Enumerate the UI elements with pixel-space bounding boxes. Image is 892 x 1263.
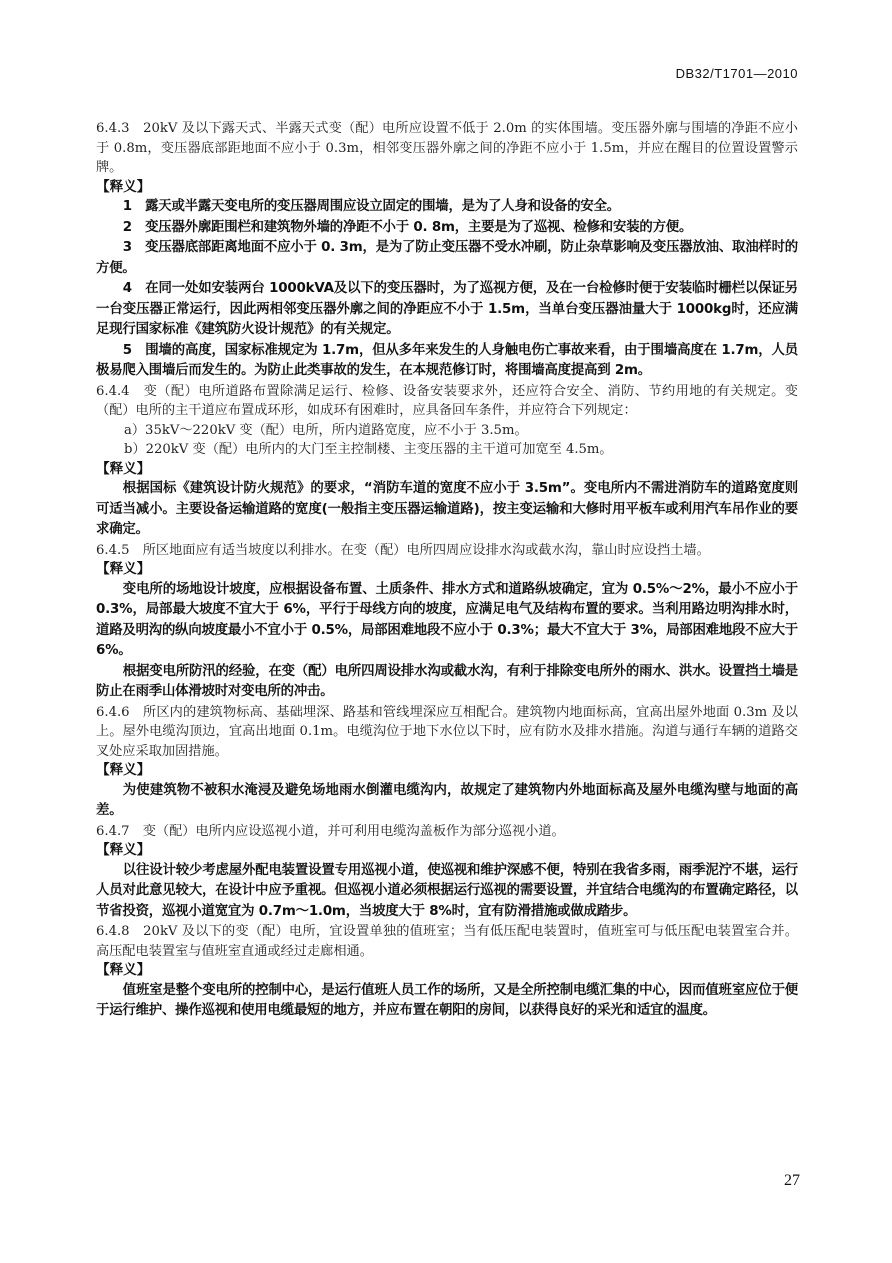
explanation-paragraph: 1 露天或半露天变电所的变压器周围应设立固定的围墙，是为了人身和设备的安全。 [122, 199, 620, 214]
interpretation-label: 【释义】 [96, 762, 151, 778]
interpretation-label: 【释义】 [96, 460, 151, 477]
document-code: DB32/T1701—2010 [675, 66, 798, 81]
clause-text: 6.4.5 所区地面应有适当坡度以利排水。在变（配）电所四周应设排水沟或截水沟，靠山时应设挡土墙。 [96, 542, 710, 558]
list-item: b）220kV 变（配）电所内的大门至主控制楼、主变压器的主干道可加宽至 4.5m。 [124, 442, 613, 457]
section-6-4-4 [96, 382, 798, 541]
list-item: a）35kV～220kV 变（配）电所，所内道路宽度，应不小于 3.5m。 [124, 422, 528, 438]
interpretation-label: 【释义】 [96, 561, 151, 577]
clause-text: 6.4.6 所区内的建筑物标高、基础埋深、路基和管线埋深应互相配合。建筑物内地面标高，宜高出屋外地面 0.3m 及以上。屋外电缆沟顶边，宜高出地面 0.1m。电缆沟位于地下水位以下时，应有防水及排水措施。沟道与通行车辆的道路交叉处应采取加固措施。 [96, 704, 798, 759]
page-content [96, 119, 798, 1022]
explanation-paragraph: 根据变电所防汛的经验，在变（配）电所四周设排水沟或截水沟，有利于排除变电所外的雨水、洪水。设置挡土墙是防止在雨季山体滑坡时对变电所的冲击。 [96, 663, 798, 699]
explanation-paragraph: 变电所的场地设计坡度，应根据设备布置、土质条件、排水方式和道路纵坡确定，宜为 0.5%～2%，最小不应小于 0.3%，局部最大坡度不宜大于 6%，平行于母线方向的坡度，应满足电气及结构布置的要求。当利用路边明沟排水时，道路及明沟的纵向坡度最小不宜小于 0.5%，局部困难地段不应小于 0.3%；最大不宜大于 3%，局部困难地段不应大于 6%。 [96, 581, 798, 658]
clause-text: 6.4.8 20kV 及以下的变（配）电所，宜设置单独的值班室；当有低压配电装置时，值班室可与低压配电装置室合并。高压配电装置室与值班室直通或经过走廊相通。 [96, 924, 798, 959]
section-6-4-7 [96, 822, 798, 923]
section-6-4-3 [96, 119, 798, 382]
section-6-4-8 [96, 922, 798, 1022]
explanation-paragraph: 4 在同一处如安装两台 1000kVA及以下的变压器时，为了巡视方便，及在一台检修时便于安装临时栅栏以保证另一台变压器正常运行，因此两相邻变压器外廓之间的净距应不小于 1.5m，当单台变压器油量大于 1000kg时，还应满足现行国家标准《建筑防火设计规范》的有关规定。 [96, 281, 798, 337]
interpretation-label: 【释义】 [96, 962, 151, 978]
clause-text: 6.4.7 变（配）电所内应设巡视小道，并可利用电缆沟盖板作为部分巡视小道。 [96, 823, 565, 839]
explanation-paragraph: 3 变压器底部距离地面不应小于 0. 3m，是为了防止变压器不受水冲刷，防止杂草影响及变压器放油、取油样时的方便。 [96, 240, 798, 276]
page-number: 27 [784, 1172, 800, 1189]
section-6-4-5 [96, 541, 798, 703]
clause-text: 6.4.4 变（配）电所道路布置除满足运行、检修、设备安装要求外，还应符合安全、消防、节约用地的有关规定。变（配）电所的主干道应布置成环形，如成环有困难时，应具备回车条件，并应符合下列规定： [96, 383, 798, 418]
explanation-paragraph: 以往设计较少考虑屋外配电装置设置专用巡视小道，使巡视和维护深感不便，特别在我省多雨，雨季泥泞不堪，运行人员对此意见较大，在设计中应予重视。但巡视小道必须根据运行巡视的需要设置，并宜结合电缆沟的布置确定路径，以节省投资，巡视小道宽宜为 0.7m～1.0m，当坡度大于 8%时，宜有防滑措施或做成踏步。 [96, 862, 798, 919]
explanation-paragraph: 5 围墙的高度，国家标准规定为 1.7m，但从多年来发生的人身触电伤亡事故来看，由于围墙高度在 1.7m，人员极易爬入围墙后而发生的。为防止此类事故的发生，在本规范修订时，将围墙高度提高到 2m。 [96, 342, 798, 378]
explanation-paragraph: 值班室是整个变电所的控制中心，是运行值班人员工作的场所，又是全所控制电缆汇集的中心，因而值班室应位于便于运行维护、操作巡视和使用电缆最短的地方，并应布置在朝阳的房间，以获得良好的采光和适宜的温度。 [96, 982, 798, 1018]
interpretation-label: 【释义】 [96, 178, 151, 195]
clause-text: 6.4.3 20kV 及以下露天式、半露天式变（配）电所应设置不低于 2.0m 的实体围墙。变压器外廓与围墙的净距不应小于 0.8m，变压器底部距地面不应小于 0.3m，相邻变压器外廓之间的净距不应小于 1.5m，并应在醒目的位置设置警示牌。 [96, 121, 798, 175]
explanation-paragraph: 2 变压器外廓距围栏和建筑物外墙的净距不小于 0. 8m，主要是为了巡视、检修和安装的方便。 [122, 219, 693, 235]
explanation-paragraph: 为使建筑物不被积水淹浸及避免场地雨水倒灌电缆沟内，故规定了建筑物内外地面标高及屋外电缆沟壁与地面的高差。 [96, 782, 798, 818]
explanation-paragraph: 根据国标《建筑设计防火规范》的要求，“消防车道的宽度不应小于 3.5m”。变电所内不需进消防车的道路宽度则可适当减小。主要设备运输道路的宽度(一般指主变压器运输道路)，按主变运输和大修时用平板车或利用汽车吊作业的要求确定。 [96, 481, 798, 537]
interpretation-label: 【释义】 [96, 842, 151, 858]
section-6-4-6 [96, 703, 798, 822]
